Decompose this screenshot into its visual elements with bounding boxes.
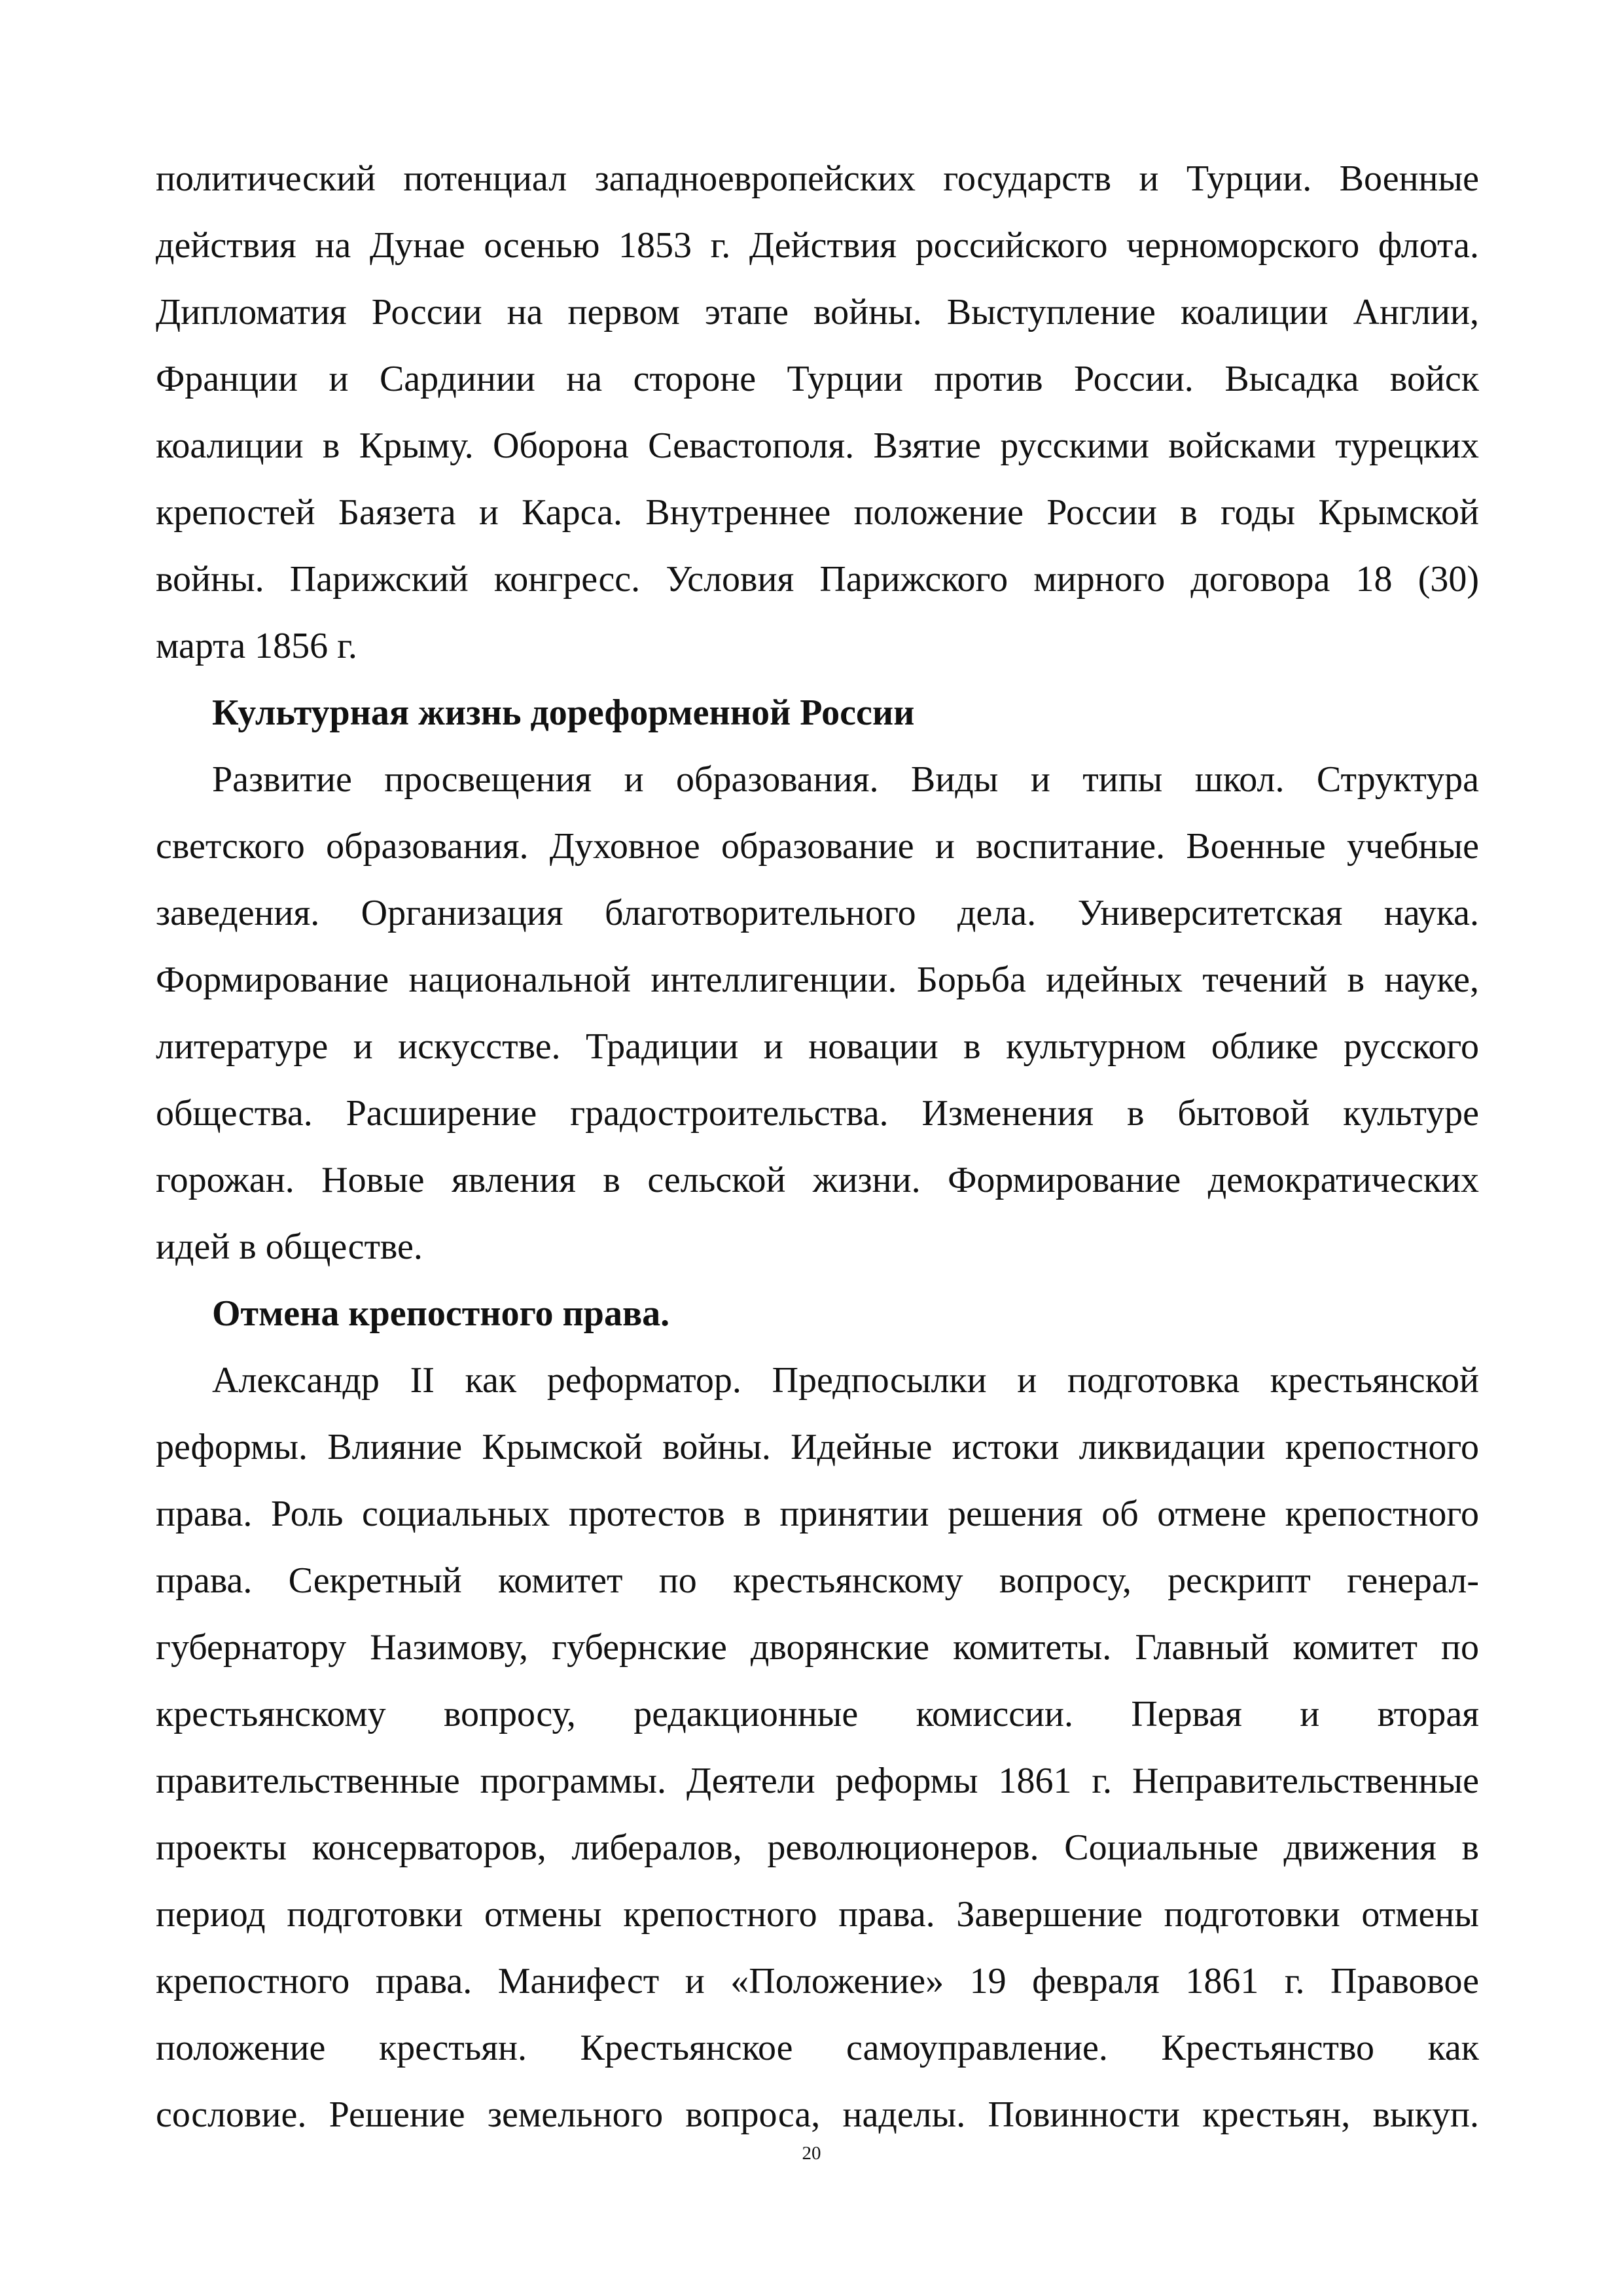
text-line: крепостей Баязета и Карса. Внутреннее положение России в годы Крымской (156, 492, 1479, 533)
text-line: Франции и Сардинии на стороне Турции против России. Высадка войск (156, 359, 1479, 399)
text-line: проекты консерваторов, либералов, революционеров. Социальные движения в (156, 1827, 1479, 1868)
text-line: Александр II как реформатор. Предпосылки и подготовка крестьянской (212, 1360, 1479, 1401)
text-line: права. Роль социальных протестов в принятии решения об отмене крепостного (156, 1494, 1479, 1534)
text-line: светского образования. Духовное образование и воспитание. Военные учебные (156, 826, 1479, 867)
text-line: Развитие просвещения и образования. Виды и типы школ. Структура (212, 759, 1479, 800)
text-line: идей в обществе. (156, 1227, 423, 1267)
text-line: марта 1856 г. (156, 626, 357, 666)
text-line: крестьянскому вопросу, редакционные комиссии. Первая и вторая (156, 1694, 1479, 1734)
text-line: общества. Расширение градостроительства. Изменения в бытовой культуре (156, 1093, 1479, 1134)
text-line: сословие. Решение земельного вопроса, наделы. Повинности крестьян, выкуп. (156, 2094, 1479, 2135)
page-number: 20 (802, 2143, 821, 2164)
text-line: заведения. Организация благотворительного дела. Университетская наука. (156, 893, 1479, 933)
text-line: Дипломатия России на первом этапе войны. Выступление коалиции Англии, (156, 292, 1479, 332)
text-line: реформы. Влияние Крымской войны. Идейные истоки ликвидации крепостного (156, 1427, 1479, 1467)
text-line: губернатору Назимову, губернские дворянские комитеты. Главный комитет по (156, 1627, 1479, 1668)
body-text (156, 145, 1479, 2148)
text-line: Формирование национальной интеллигенции. Борьба идейных течений в науке, (156, 960, 1479, 1000)
text-line: крепостного права. Манифест и «Положение» 19 февраля 1861 г. Правовое (156, 1961, 1479, 2001)
text-line: коалиции в Крыму. Оборона Севастополя. Взятие русскими войсками турецких (156, 425, 1479, 466)
text-line: положение крестьян. Крестьянское самоуправление. Крестьянство как (156, 2028, 1479, 2068)
text-line: права. Секретный комитет по крестьянскому вопросу, рескрипт генерал- (156, 1560, 1479, 1601)
text-line: правительственные программы. Деятели реформы 1861 г. Неправительственные (156, 1761, 1479, 1801)
text-line: период подготовки отмены крепостного права. Завершение подготовки отмены (156, 1894, 1479, 1935)
section-heading: Культурная жизнь дореформенной России (212, 692, 915, 733)
section-heading: Отмена крепостного права. (212, 1293, 670, 1334)
text-line: литературе и искусстве. Традиции и новации в культурном облике русского (156, 1026, 1479, 1067)
text-line: действия на Дунае осенью 1853 г. Действия российского черноморского флота. (156, 225, 1479, 266)
text-line: горожан. Новые явления в сельской жизни. Формирование демократических (156, 1160, 1479, 1200)
text-line: войны. Парижский конгресс. Условия Парижского мирного договора 18 (30) (156, 559, 1479, 600)
text-line: политический потенциал западноевропейских государств и Турции. Военные (156, 158, 1479, 199)
